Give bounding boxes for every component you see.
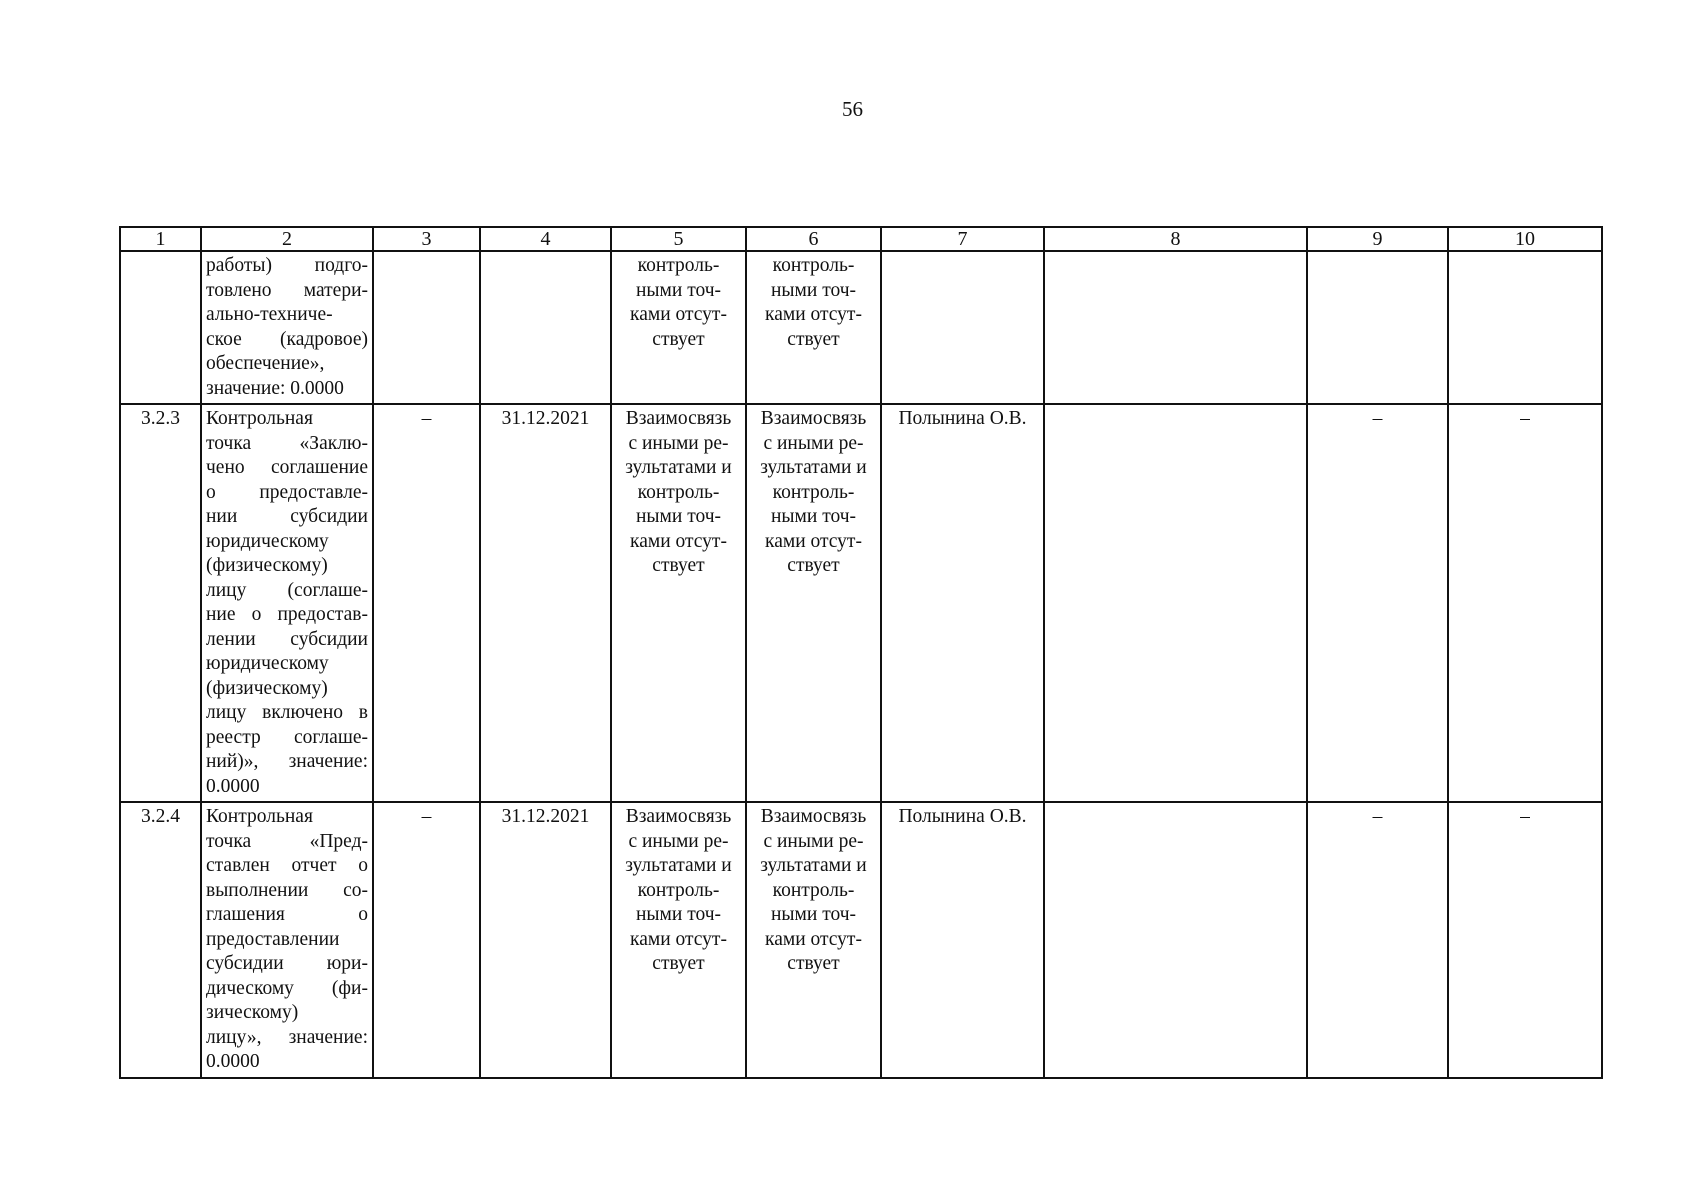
cell-text-line: юридическому	[206, 530, 329, 552]
cell-text-line: Взаимосвязь	[625, 806, 732, 827]
cell-text-line: ными точ-	[636, 506, 721, 527]
cell-text-line: Взаимосвязь	[760, 806, 867, 827]
cell-text-line: зультатами и	[760, 855, 867, 876]
control-point-name-cell	[201, 251, 373, 404]
relation-cell	[746, 404, 881, 802]
col3-cell: –	[373, 404, 480, 802]
row-number-cell	[120, 251, 201, 404]
cell-text-line: ально-техниче-	[206, 304, 333, 325]
cell-text-line: ками отсут-	[630, 530, 727, 552]
responsible-cell: Полынина О.В.	[881, 802, 1044, 1078]
cell-text-line: с иными ре-	[763, 432, 864, 454]
col9-cell	[1307, 251, 1448, 404]
cell-text-line: контроль-	[772, 481, 855, 503]
cell-text-line: ствует	[652, 953, 705, 974]
row-number-cell: 3.2.4	[120, 802, 201, 1078]
col8-cell	[1044, 404, 1307, 802]
cell-text-line: контроль-	[772, 879, 855, 901]
header-cell: 3	[373, 227, 480, 251]
cell-text-line: ками отсут-	[765, 530, 862, 552]
cell-text-line: ствует	[787, 328, 840, 350]
cell-text-line: с иными ре-	[628, 830, 729, 852]
relation-cell	[746, 251, 881, 404]
relation-cell	[611, 404, 746, 802]
col10-cell	[1448, 251, 1602, 404]
cell-text-line: дическому (фи-	[206, 977, 368, 999]
cell-text-line: ными точ-	[771, 506, 856, 527]
cell-text-line: лицу (соглаше-	[206, 579, 368, 601]
col8-cell	[1044, 251, 1307, 404]
date-cell	[480, 251, 611, 404]
cell-text-line: юридическому	[206, 653, 329, 674]
control-point-name-cell	[201, 404, 373, 802]
header-cell: 9	[1307, 227, 1448, 251]
cell-text-line: ками отсут-	[765, 928, 862, 950]
cell-text-line: Контрольная	[206, 408, 313, 429]
cell-text-line: ствует	[787, 555, 840, 576]
header-cell: 4	[480, 227, 611, 251]
date-cell: 31.12.2021	[480, 802, 611, 1078]
header-cell: 1	[120, 227, 201, 251]
relation-cell	[611, 802, 746, 1078]
cell-text-line: ными точ-	[771, 279, 856, 301]
page-number: 56	[842, 97, 863, 121]
cell-text-line: обеспечение»,	[206, 353, 325, 374]
col9-cell: –	[1307, 404, 1448, 802]
cell-text-line: значение: 0.0000	[206, 377, 344, 399]
header-cell: 7	[881, 227, 1044, 251]
cell-text-line: о предоставле-	[206, 481, 368, 503]
cell-text-line: реестр соглаше-	[206, 726, 368, 748]
col3-cell: –	[373, 802, 480, 1078]
cell-text-line: ками отсут-	[765, 304, 862, 325]
cell-text-line: ствует	[652, 555, 705, 576]
cell-text-line: зическому)	[206, 1002, 299, 1023]
cell-text-line: ствует	[652, 328, 705, 350]
row-number-cell: 3.2.3	[120, 404, 201, 802]
cell-text-line: точка «Пред-	[206, 830, 368, 852]
header-cell: 8	[1044, 227, 1307, 251]
header-cell: 2	[201, 227, 373, 251]
col10-cell: –	[1448, 802, 1602, 1078]
col8-cell	[1044, 802, 1307, 1078]
cell-text-line: ками отсут-	[630, 304, 727, 325]
cell-text-line: ными точ-	[636, 279, 721, 301]
relation-cell	[611, 251, 746, 404]
cell-text-line: субсидии юри-	[206, 953, 368, 974]
header-cell: 6	[746, 227, 881, 251]
col10-cell: –	[1448, 404, 1602, 802]
header-cell: 5	[611, 227, 746, 251]
cell-text-line: выполнении со-	[206, 879, 368, 901]
cell-text-line: чено соглашение	[206, 457, 368, 478]
table-row	[120, 404, 1602, 802]
header-cell: 10	[1448, 227, 1602, 251]
relation-cell	[746, 802, 881, 1078]
table-body	[120, 251, 1602, 1078]
cell-text-line: предоставлении	[206, 928, 340, 950]
cell-text-line: нии субсидии	[206, 506, 368, 527]
col9-cell: –	[1307, 802, 1448, 1078]
cell-text-line: Взаимосвязь	[625, 408, 732, 429]
table-header-row	[120, 227, 1602, 251]
responsible-cell	[881, 251, 1044, 404]
control-points-table	[119, 226, 1603, 1079]
cell-text-line: зультатами и	[625, 457, 732, 478]
cell-text-line: работы) подго-	[206, 255, 368, 276]
cell-text-line: ными точ-	[636, 904, 721, 925]
col3-cell	[373, 251, 480, 404]
cell-text-line: контроль-	[637, 879, 720, 901]
control-point-name-cell	[201, 802, 373, 1078]
date-cell: 31.12.2021	[480, 404, 611, 802]
cell-text-line: контроль-	[637, 255, 720, 276]
cell-text-line: с иными ре-	[628, 432, 729, 454]
cell-text-line: Контрольная	[206, 806, 313, 827]
responsible-cell: Полынина О.В.	[881, 404, 1044, 802]
cell-text-line: контроль-	[772, 255, 855, 276]
cell-text-line: ний)», значение:	[206, 751, 368, 772]
cell-text-line: 0.0000	[206, 1051, 260, 1072]
cell-text-line: контроль-	[637, 481, 720, 503]
cell-text-line: ствует	[787, 953, 840, 974]
cell-text-line: лении субсидии	[206, 628, 368, 650]
cell-text-line: Взаимосвязь	[760, 408, 867, 429]
cell-text-line: глашения о	[206, 904, 368, 925]
cell-text-line: ние о предостав-	[206, 604, 368, 625]
cell-text-line: ными точ-	[771, 904, 856, 925]
cell-text-line: лицу», значение:	[206, 1026, 368, 1048]
cell-text-line: (физическому)	[206, 555, 328, 576]
cell-text-line: 0.0000	[206, 775, 260, 797]
cell-text-line: с иными ре-	[763, 830, 864, 852]
cell-text-line: (физическому)	[206, 677, 328, 699]
cell-text-line: товлено матери-	[206, 279, 368, 301]
cell-text-line: ское (кадровое)	[206, 328, 368, 350]
table-row	[120, 802, 1602, 1078]
cell-text-line: лицу включено в	[206, 702, 368, 723]
cell-text-line: ками отсут-	[630, 928, 727, 950]
cell-text-line: точка «Заклю-	[206, 432, 368, 454]
table-row	[120, 251, 1602, 404]
cell-text-line: зультатами и	[760, 457, 867, 478]
cell-text-line: ставлен отчет о	[206, 855, 368, 876]
cell-text-line: зультатами и	[625, 855, 732, 876]
